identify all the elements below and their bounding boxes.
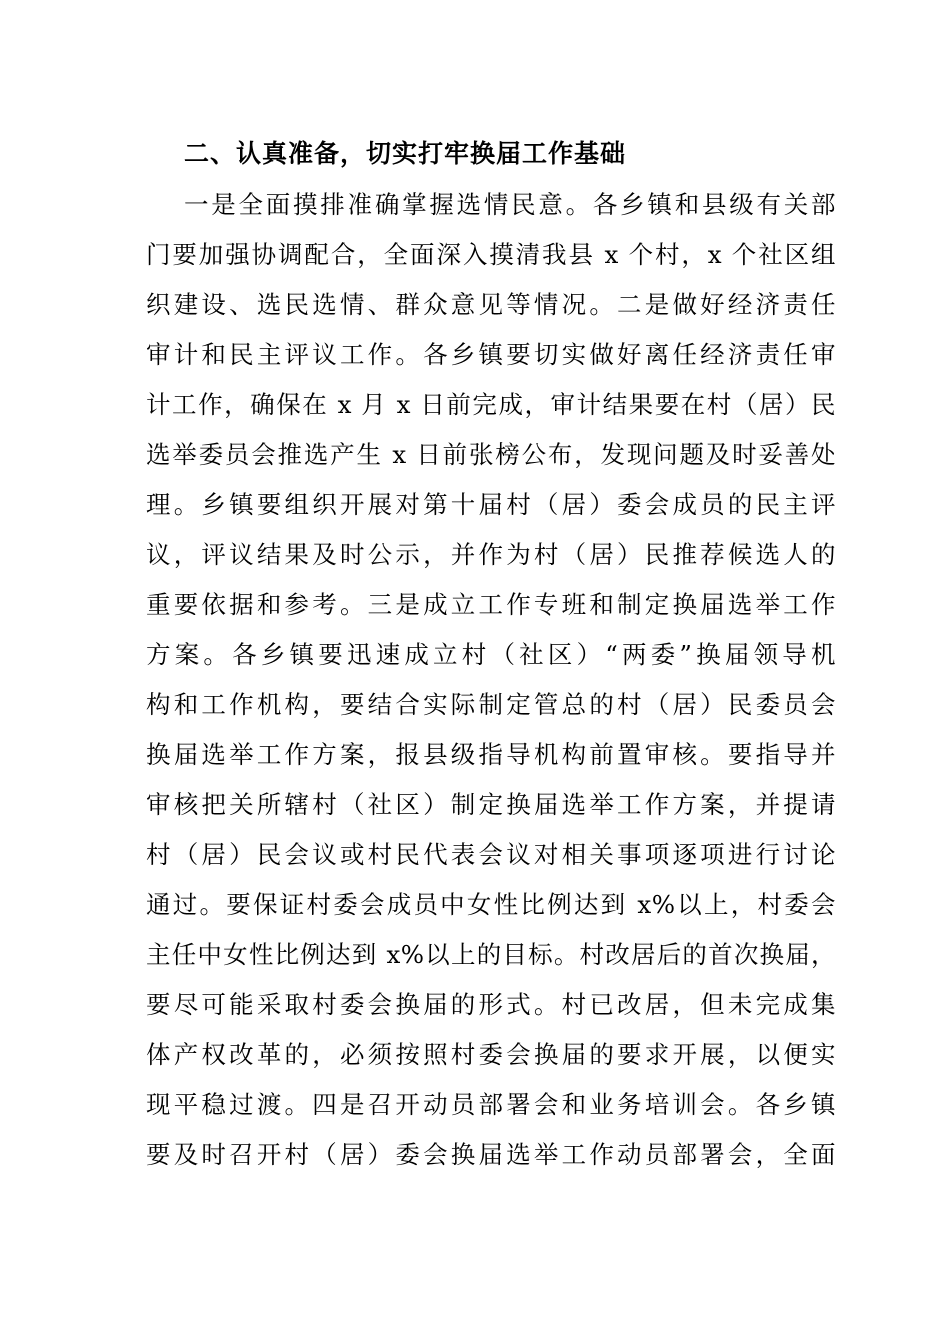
- body-text: [146, 180, 836, 1180]
- text-line: 门要加强协调配合，全面深入摸清我县 x 个村，x 个社区组: [146, 240, 836, 269]
- text-line: 村（居）民会议或村民代表会议对相关事项逐项进行讨论: [146, 840, 836, 869]
- section-heading: 二、认真准备，切实打牢换届工作基础: [184, 139, 627, 168]
- text-line: 要及时召开村（居）委会换届选举工作动员部署会，全面: [146, 1140, 836, 1169]
- text-line: 审计和民主评议工作。各乡镇要切实做好离任经济责任审: [146, 340, 836, 369]
- text-line: 选举委员会推选产生 x 日前张榜公布，发现问题及时妥善处: [146, 440, 836, 469]
- text-line: 要尽可能采取村委会换届的形式。村已改居，但未完成集: [146, 990, 836, 1019]
- text-line: 审核把关所辖村（社区）制定换届选举工作方案，并提请: [146, 790, 836, 819]
- text-line: 构和工作机构，要结合实际制定管总的村（居）民委员会: [146, 690, 836, 719]
- text-line: 重要依据和参考。三是成立工作专班和制定换届选举工作: [146, 590, 836, 619]
- text-line: 体产权改革的，必须按照村委会换届的要求开展，以便实: [146, 1040, 836, 1069]
- text-line: 议，评议结果及时公示，并作为村（居）民推荐候选人的: [146, 540, 836, 569]
- text-line: 理。乡镇要组织开展对第十届村（居）委会成员的民主评: [146, 490, 836, 519]
- text-line: 方案。各乡镇要迅速成立村（社区）“两委”换届领导机: [146, 640, 836, 669]
- text-line: 现平稳过渡。四是召开动员部署会和业务培训会。各乡镇: [146, 1090, 836, 1119]
- text-line: 通过。要保证村委会成员中女性比例达到 x%以上，村委会: [146, 890, 836, 919]
- text-line: 织建设、选民选情、群众意见等情况。二是做好经济责任: [146, 290, 836, 319]
- text-line: 主任中女性比例达到 x%以上的目标。村改居后的首次换届，: [146, 940, 836, 969]
- text-line: 换届选举工作方案，报县级指导机构前置审核。要指导并: [146, 740, 836, 769]
- text-line: 一是全面摸排准确掌握选情民意。各乡镇和县级有关部: [184, 190, 836, 219]
- text-line: 计工作，确保在 x 月 x 日前完成，审计结果要在村（居）民: [146, 390, 836, 419]
